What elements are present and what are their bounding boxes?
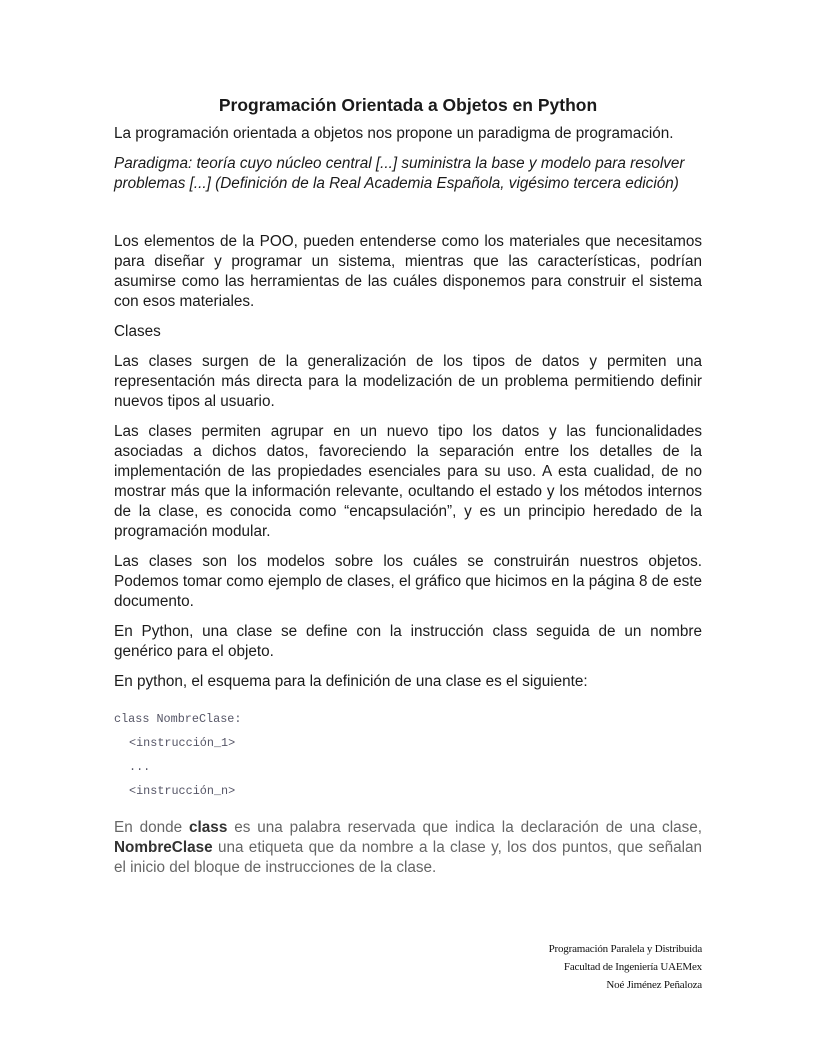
code-line: ... — [129, 760, 151, 774]
text-run: una etiqueta que da nombre a la clase y, los dos puntos, que señalan el inicio del bloque de instrucciones de la clase. — [114, 839, 702, 876]
spacer — [114, 204, 702, 232]
definition-quote: Paradigma: teoría cuyo núcleo central [...] suministra la base y modelo para resolver problemas [...] (Definición de la Real Academia Española, vigésimo tercera edición) — [114, 155, 685, 192]
paragraph-schema-intro: En python, el esquema para la definición de una clase es el siguiente: — [114, 673, 588, 690]
page-footer — [549, 940, 702, 994]
paragraph-class-definition: En Python, una clase se define con la instrucción class seguida de un nombre genérico para el objeto. — [114, 623, 702, 660]
code-line: class NombreClase: — [114, 712, 242, 726]
paragraph-class-origin: Las clases surgen de la generalización de los tipos de datos y permiten una representación más directa para la modelización de un problema permitiendo definir nuevos tipos al usuario. — [114, 353, 702, 410]
code-line: <instrucción_1> — [129, 736, 236, 750]
paragraph-poo-elements: Los elementos de la POO, pueden entenderse como los materiales que necesitamos para diseñar y programar un sistema, mientras que las características, podrían asumirse como las herramientas de las cuáles disponemos para construir el sistema con esos materiales. — [114, 233, 702, 310]
footer-faculty: Facultad de Ingeniería UAEMex — [563, 961, 702, 973]
paragraph-class-explanation — [114, 818, 702, 878]
footer-author: Noé Jiménez Peñaloza — [606, 979, 702, 991]
keyword-class: class — [189, 819, 228, 836]
code-line: <instrucción_n> — [129, 784, 236, 798]
page-title: Programación Orientada a Objetos en Python — [218, 95, 598, 115]
document-page — [114, 94, 702, 888]
text-run: es una palabra reservada que indica la declaración de una clase, — [227, 819, 703, 836]
code-block — [114, 712, 702, 808]
text-run: En donde — [114, 819, 190, 836]
intro-paragraph: La programación orientada a objetos nos propone un paradigma de programación. — [114, 125, 674, 142]
section-heading-clases: Clases — [114, 323, 161, 340]
paragraph-encapsulation: Las clases permiten agrupar en un nuevo tipo los datos y las funcionalidades asociadas a dichos datos, favoreciendo la separación entre los detalles de la implementación de las propiedades esenciales para su uso. A esta cualidad, de no mostrar más que la información relevante, ocultando el estado y los métodos internos de la clase, es conocida como “encapsulación”, y es un principio heredado de la programación modular. — [114, 423, 702, 540]
keyword-nombreclase: NombreClase — [114, 839, 213, 856]
footer-course: Programación Paralela y Distribuida — [548, 943, 702, 955]
paragraph-class-models: Las clases son los modelos sobre los cuáles se construirán nuestros objetos. Podemos tomar como ejemplo de clases, el gráfico que hicimos en la página 8 de este documento. — [114, 553, 702, 610]
